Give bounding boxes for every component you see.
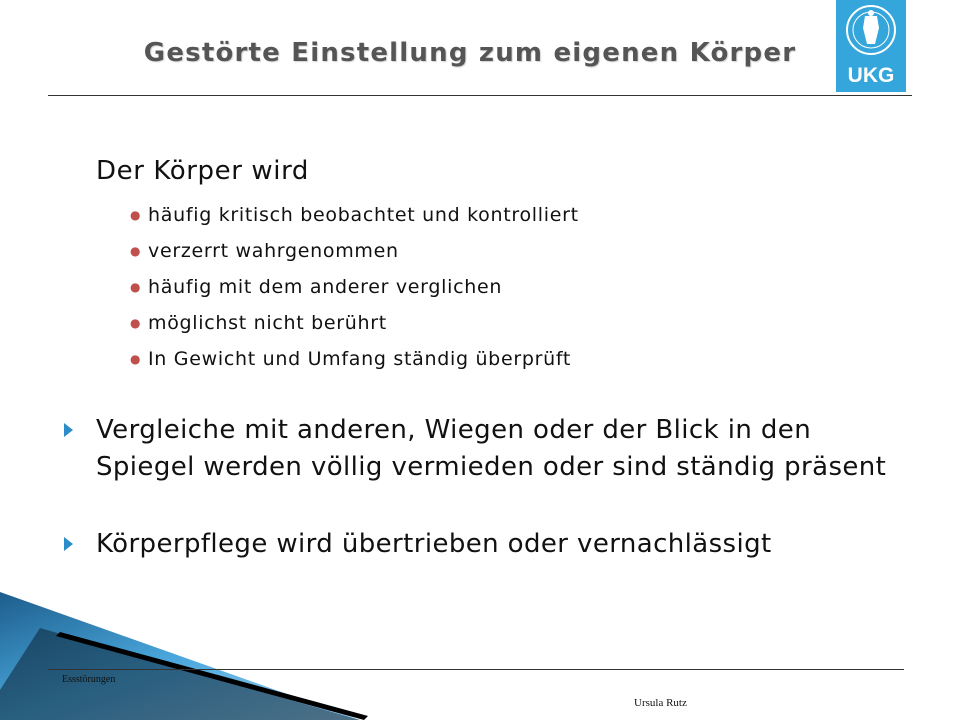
main-bullet-list bbox=[64, 412, 914, 563]
dot-bullet-icon: ● bbox=[130, 244, 142, 258]
list-item bbox=[130, 272, 579, 308]
dot-bullet-icon: ● bbox=[130, 316, 142, 330]
footer-divider bbox=[48, 669, 904, 670]
list-item bbox=[64, 412, 914, 486]
list-item bbox=[130, 200, 579, 236]
list-item-text: häufig kritisch beobachtet und kontrolliert bbox=[148, 204, 579, 226]
title-divider bbox=[48, 95, 912, 96]
sub-bullet-list bbox=[130, 200, 579, 380]
list-item-text: häufig mit dem anderer verglichen bbox=[148, 276, 503, 298]
list-item-text: Körperpflege wird übertrieben oder vernachlässigt bbox=[96, 529, 772, 559]
footer-author: Ursula Rutz bbox=[634, 697, 687, 709]
ukg-logo bbox=[836, 0, 906, 92]
list-item bbox=[130, 308, 579, 344]
dot-bullet-icon: ● bbox=[130, 352, 142, 366]
slide-title: Gestörte Einstellung zum eigenen Körper bbox=[143, 38, 797, 68]
intro-text: Der Körper wird bbox=[96, 156, 310, 186]
list-item bbox=[64, 526, 914, 563]
list-item-text: möglichst nicht berührt bbox=[148, 312, 387, 334]
dot-bullet-icon: ● bbox=[130, 208, 142, 222]
list-item-text: verzerrt wahrgenommen bbox=[148, 240, 399, 262]
list-item-text: Vergleiche mit anderen, Wiegen oder der Blick in den Spiegel werden völlig vermieden oder sind ständig präsent bbox=[96, 415, 887, 482]
footer-topic: Essstörungen bbox=[62, 674, 116, 685]
logo-text: UKG bbox=[847, 64, 895, 87]
list-item bbox=[130, 344, 579, 380]
dot-bullet-icon: ● bbox=[130, 280, 142, 294]
arrow-bullet-icon bbox=[64, 537, 73, 551]
list-item bbox=[130, 236, 579, 272]
arrow-bullet-icon bbox=[64, 423, 73, 437]
list-item-text: In Gewicht und Umfang ständig überprüft bbox=[148, 348, 572, 370]
